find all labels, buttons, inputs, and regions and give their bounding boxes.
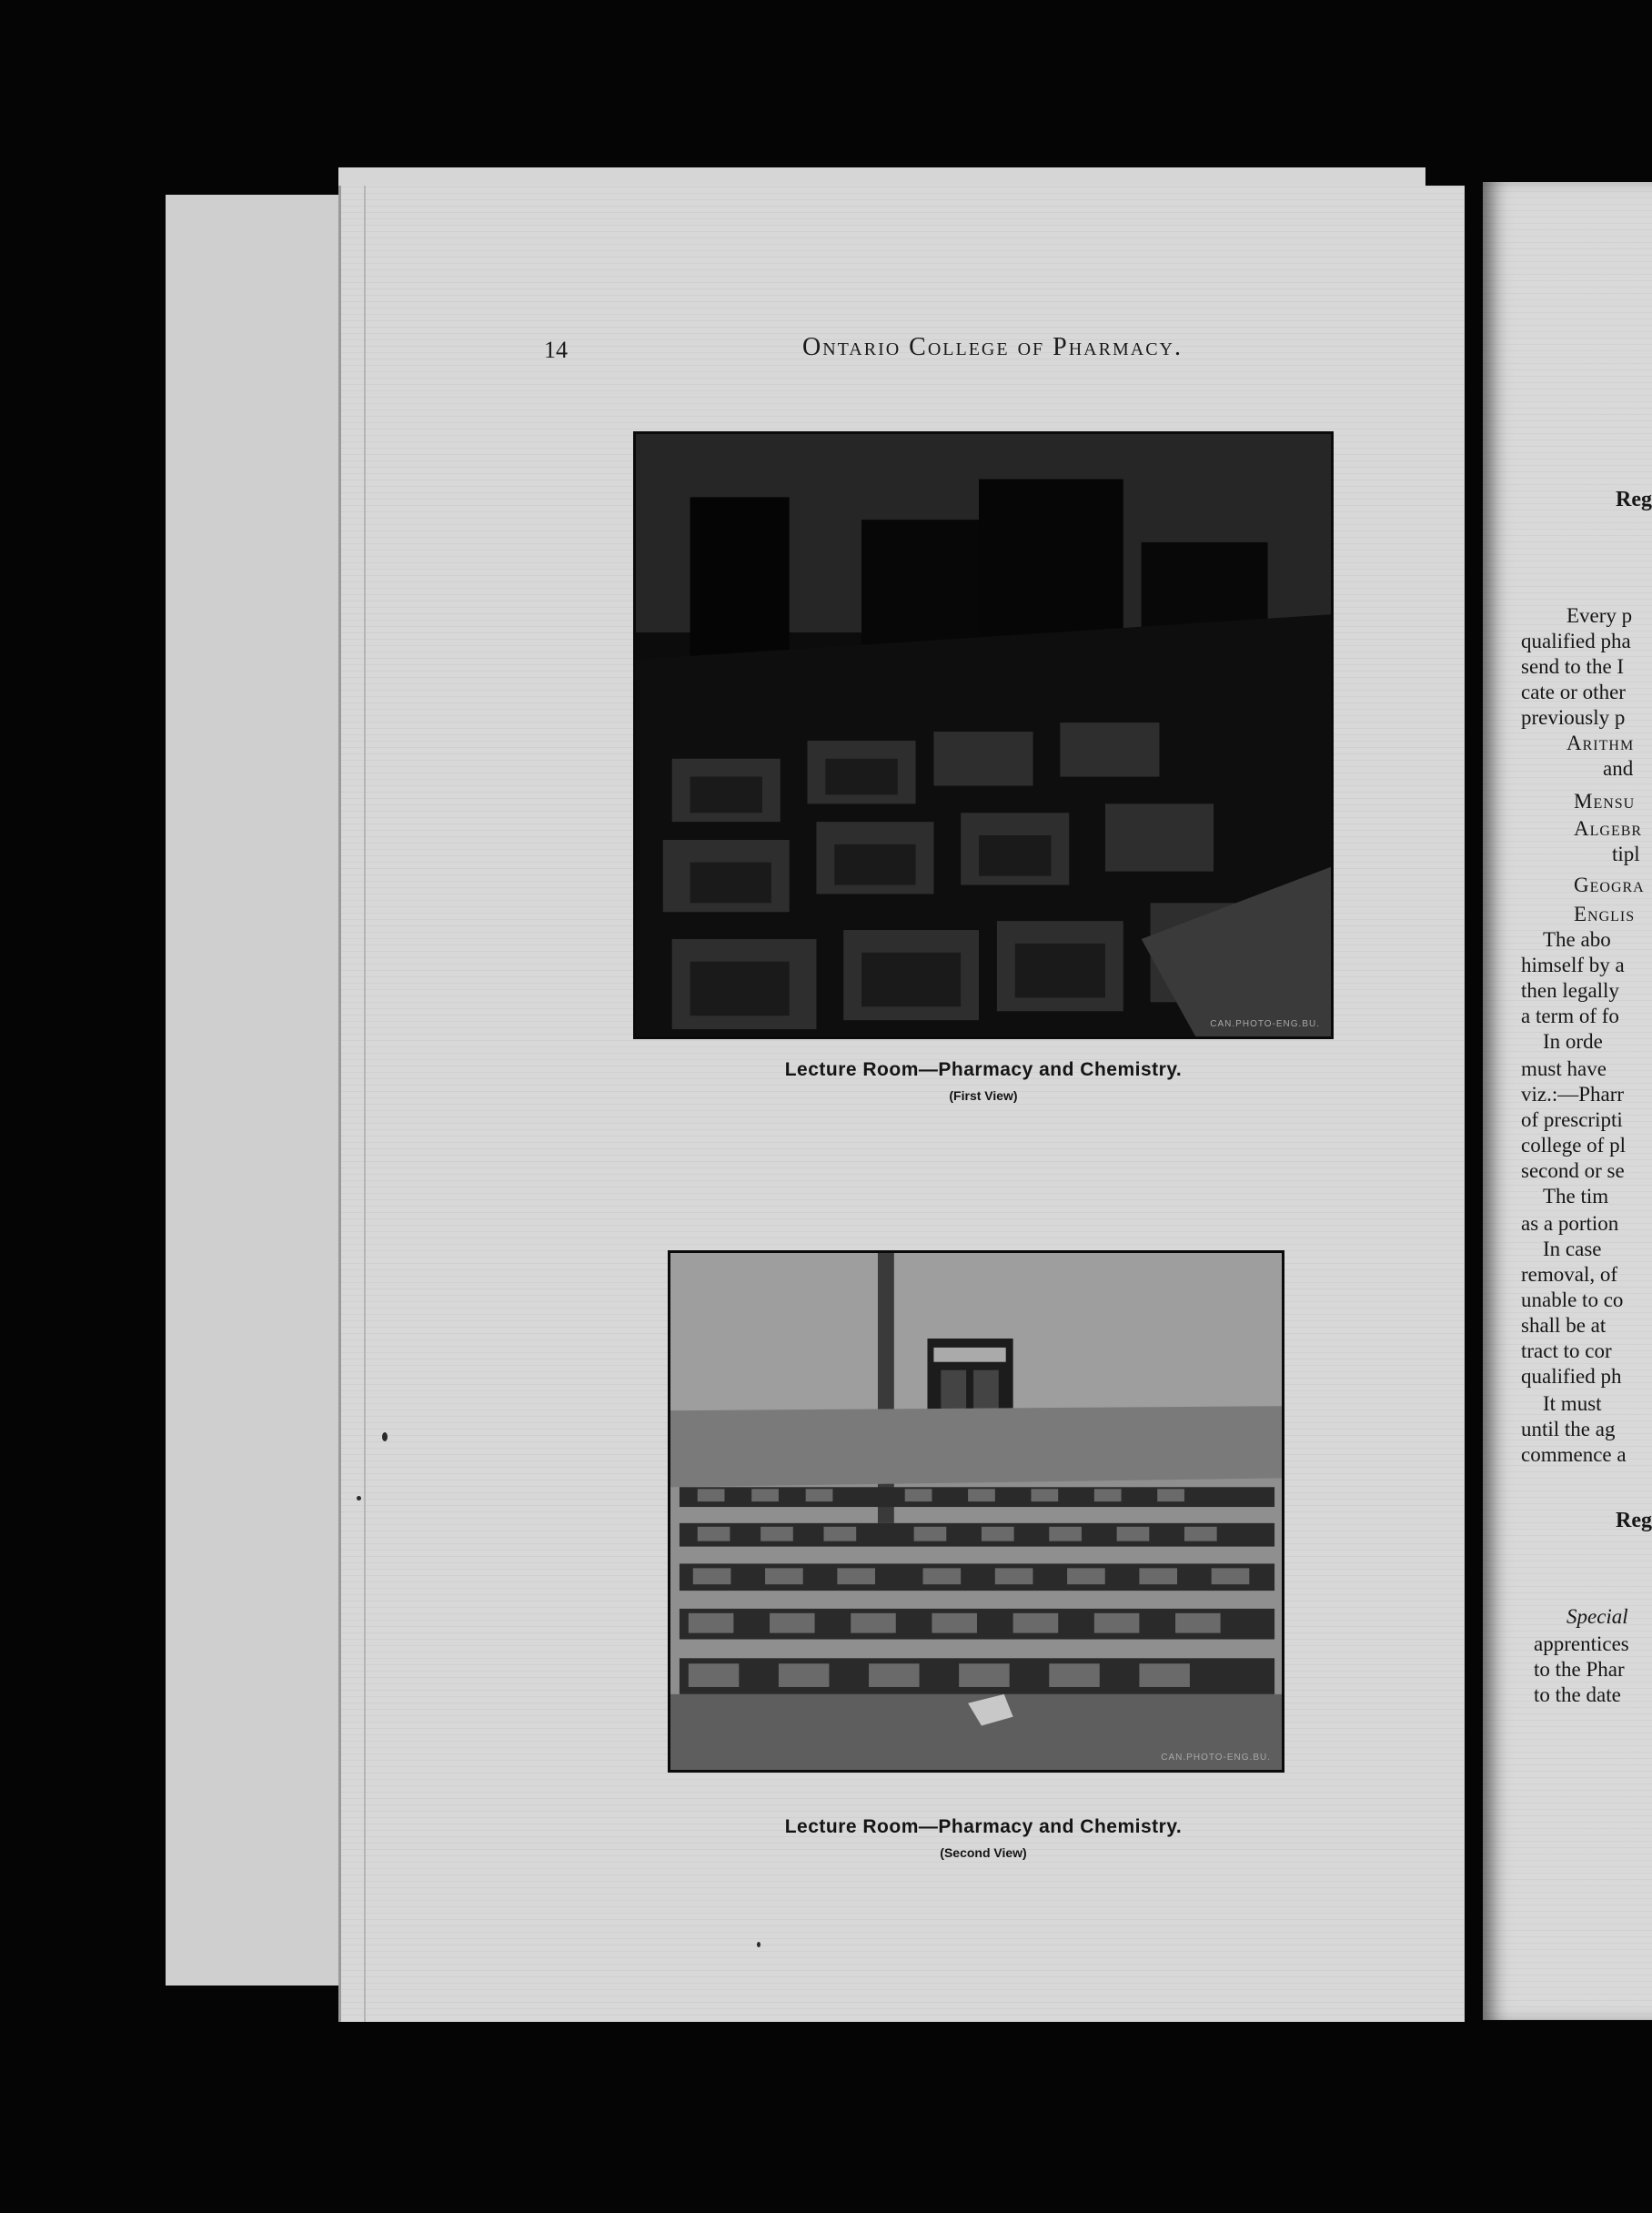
- text-line: qualified pha: [1521, 630, 1631, 652]
- text-line: Mensu: [1574, 790, 1636, 813]
- figure-subcaption: (First View): [949, 1088, 1018, 1103]
- page-gutter: [338, 186, 366, 2022]
- text-line: qualified ph: [1521, 1365, 1622, 1388]
- right-page-fragment: [1483, 182, 1652, 2020]
- photo-lecture-room-first-view: [633, 431, 1334, 1039]
- text-line: cate or other: [1521, 681, 1626, 703]
- text-line: second or se: [1521, 1159, 1625, 1182]
- engraver-credit: CAN.PHOTO-ENG.BU.: [1161, 1753, 1271, 1763]
- text-line: Algebr: [1574, 817, 1643, 840]
- text-line: himself by a: [1521, 954, 1625, 976]
- text-line: tipl: [1612, 843, 1640, 865]
- ink-speck: [757, 1942, 761, 1947]
- text-line: then legally: [1521, 979, 1619, 1002]
- left-page: [338, 186, 1465, 2022]
- text-line: It must: [1543, 1392, 1602, 1415]
- text-line: removal, of: [1521, 1263, 1618, 1286]
- section-heading: Reg: [1616, 488, 1652, 511]
- text-line: Englis: [1574, 903, 1636, 925]
- text-line: Special: [1566, 1605, 1628, 1628]
- text-line: must have: [1521, 1057, 1607, 1080]
- photo-2-image: [670, 1253, 1282, 1770]
- ink-speck: [357, 1496, 361, 1501]
- back-sheet: [166, 195, 357, 1986]
- text-line: until the ag: [1521, 1418, 1616, 1440]
- text-line: The abo: [1543, 928, 1611, 951]
- text-line: Geogra: [1574, 874, 1645, 896]
- text-line: The tim: [1543, 1185, 1609, 1208]
- text-line: Arithm: [1566, 732, 1635, 754]
- text-line: unable to co: [1521, 1288, 1624, 1311]
- text-line: send to the I: [1521, 655, 1625, 678]
- text-line: In case: [1543, 1238, 1602, 1260]
- text-line: commence a: [1521, 1443, 1627, 1466]
- photo-lecture-room-second-view: [668, 1250, 1284, 1773]
- text-line: shall be at: [1521, 1314, 1607, 1337]
- text-line: viz.:—Pharr: [1521, 1083, 1625, 1106]
- engraver-credit: CAN.PHOTO-ENG.BU.: [1210, 1019, 1320, 1029]
- text-line: to the Phar: [1534, 1658, 1625, 1681]
- text-line: apprentices: [1534, 1632, 1629, 1655]
- photo-1-image: [636, 434, 1331, 1036]
- section-heading: Reg: [1616, 1509, 1652, 1532]
- text-line: and: [1603, 757, 1634, 780]
- running-head: Ontario College of Pharmacy.: [802, 333, 1183, 361]
- figure-caption: Lecture Room—Pharmacy and Chemistry.: [784, 1816, 1183, 1837]
- text-line: In orde: [1543, 1030, 1603, 1053]
- text-line: college of pl: [1521, 1134, 1626, 1157]
- text-line: tract to cor: [1521, 1339, 1612, 1362]
- text-line: to the date: [1534, 1683, 1621, 1706]
- text-line: a term of fo: [1521, 1005, 1619, 1027]
- text-line: previously p: [1521, 706, 1626, 729]
- text-line: Every p: [1566, 604, 1633, 627]
- ink-speck: [382, 1432, 388, 1441]
- page-number: 14: [544, 337, 568, 363]
- figure-subcaption: (Second View): [940, 1845, 1027, 1860]
- figure-caption: Lecture Room—Pharmacy and Chemistry.: [784, 1059, 1183, 1080]
- text-line: as a portion: [1521, 1212, 1619, 1235]
- text-line: of prescripti: [1521, 1108, 1623, 1131]
